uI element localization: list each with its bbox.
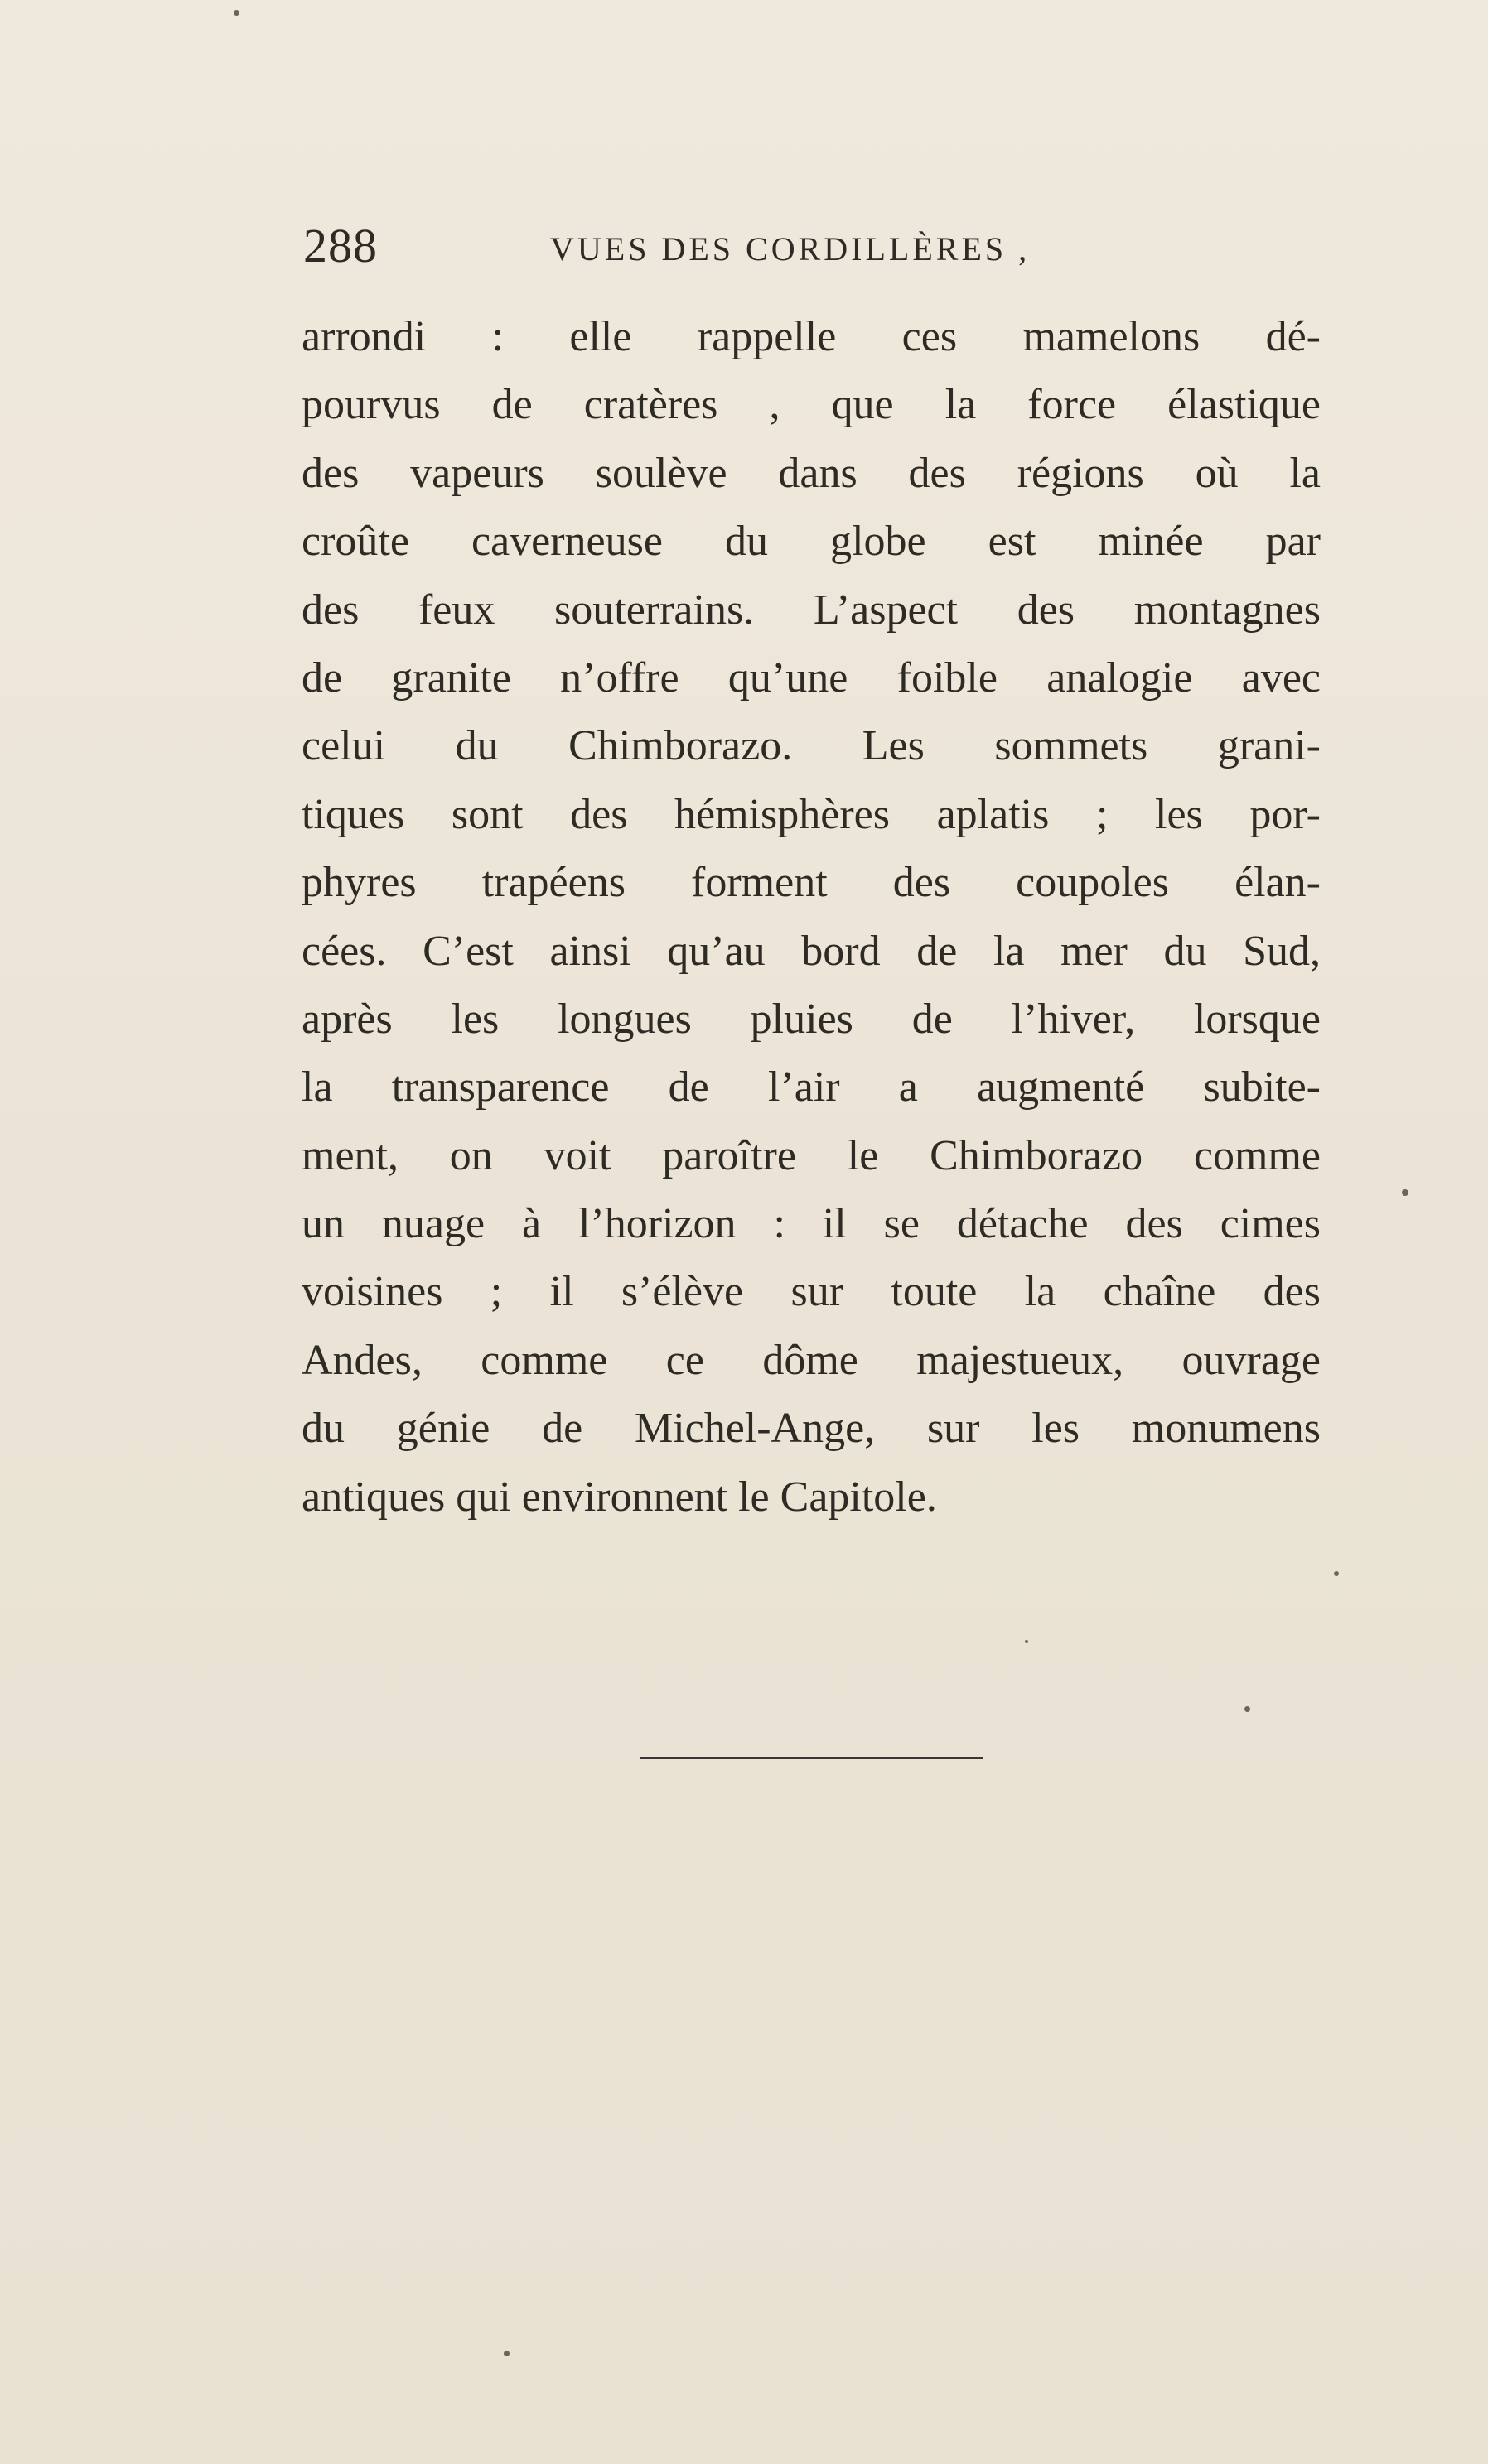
body-text	[302, 303, 1321, 1531]
page-number: 288	[303, 219, 378, 272]
text-line: la transparence de l’air a augmenté subite-	[302, 1063, 1321, 1111]
text-line: un nuage à l’horizon : il se détache des cimes	[302, 1200, 1321, 1248]
paper-speck	[1025, 1640, 1028, 1643]
paper-speck	[1402, 1189, 1408, 1196]
paper-speck	[1334, 1571, 1339, 1576]
text-line: des feux souterrains. L’aspect des montagnes	[302, 586, 1321, 634]
text-line: croûte caverneuse du globe est minée par	[302, 518, 1321, 566]
text-line: antiques qui environnent le Capitole.	[302, 1473, 937, 1521]
end-rule	[640, 1757, 983, 1759]
paper-speck	[234, 10, 239, 16]
paper-speck	[1244, 1706, 1250, 1712]
running-title: VUES DES CORDILLÈRES ,	[550, 230, 1031, 268]
text-line: tiques sont des hémisphères aplatis ; les por-	[302, 790, 1321, 838]
text-line: Andes, comme ce dôme majestueux, ouvrage	[302, 1336, 1321, 1384]
text-line: des vapeurs soulève dans des régions où la	[302, 449, 1321, 497]
text-line: pourvus de cratères , que la force élastique	[302, 381, 1321, 429]
text-line: cées. C’est ainsi qu’au bord de la mer du Sud,	[302, 927, 1321, 975]
text-line: après les longues pluies de l’hiver, lorsque	[302, 995, 1321, 1043]
text-line: celui du Chimborazo. Les sommets grani-	[302, 722, 1321, 770]
paper-speck	[504, 2351, 510, 2356]
text-line: du génie de Michel-Ange, sur les monumens	[302, 1405, 1321, 1453]
text-line: voisines ; il s’élève sur toute la chaîne des	[302, 1268, 1321, 1316]
page-header	[302, 217, 1321, 275]
text-line: ment, on voit paroître le Chimborazo comme	[302, 1131, 1321, 1179]
text-line: phyres trapéens forment des coupoles élan-	[302, 859, 1321, 907]
text-line: arrondi : elle rappelle ces mamelons dé-	[302, 313, 1321, 360]
text-line: de granite n’offre qu’une foible analogie avec	[302, 653, 1321, 702]
